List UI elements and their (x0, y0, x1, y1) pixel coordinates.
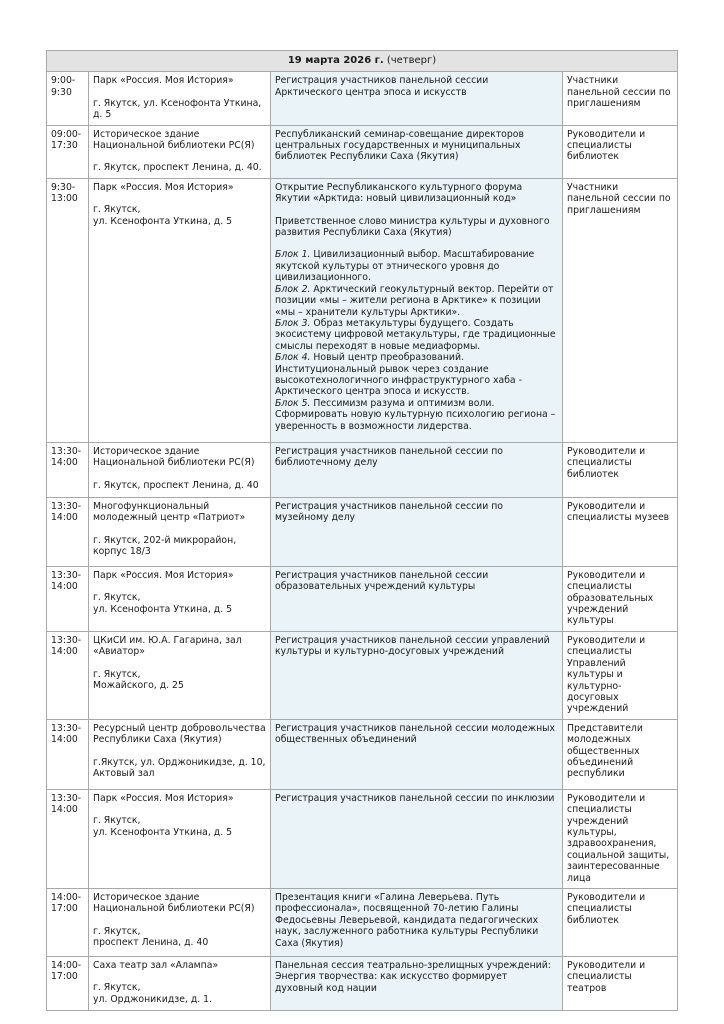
time-cell (47, 789, 89, 888)
place-line: проспект Ленина, д. 40 (93, 937, 209, 949)
time-cell (47, 178, 89, 442)
place-line: Саха театр зал «Алампа» (93, 959, 219, 971)
block-text: Новый центр преобразований. Институциональный рывок через создание высокотехнологичного инфраструктурного хаба - Арктического центра эпоса и искусств. (275, 352, 522, 398)
time-text: 17:30 (51, 140, 78, 152)
schedule-row (47, 566, 678, 631)
schedule-row (47, 719, 678, 789)
place-gap (93, 151, 266, 162)
place-cell (89, 178, 271, 442)
block-label: Блок 1. (275, 249, 311, 261)
time-text: 13:30- (51, 500, 82, 512)
time-text: 14:00 (51, 646, 78, 658)
place-line: Историческое здание Национальной библиотеки РС(Я) (93, 891, 255, 915)
schedule-row (47, 956, 678, 1010)
place-line: г. Якутск, (93, 204, 141, 216)
time-text: 14:00 (51, 734, 78, 746)
time-cell (47, 888, 89, 956)
place-line: Историческое здание Национальной библиотеки РС(Я) (93, 128, 255, 152)
participants-cell: Руководители и специалисты образовательных учреждений культуры (563, 566, 678, 631)
time-text: 14:00 (51, 512, 78, 524)
time-text: 14:00 (51, 457, 78, 469)
time-text: 13:00 (51, 193, 78, 205)
event-gap (275, 205, 558, 216)
event-cell (271, 956, 563, 1010)
header-weekday: (четверг) (386, 55, 437, 66)
place-line: г. Якутск, ул. Ксенофонта Уткина, д. 5 (93, 97, 262, 121)
place-line: ул. Ксенофонта Уткина, д. 5 (93, 603, 233, 615)
event-cell (271, 125, 563, 178)
event-intro: Открытие Республиканского культурного форума Якутии «Арктида: новый цивилизационный код» (275, 181, 523, 205)
place-cell (89, 789, 271, 888)
event-block (275, 398, 558, 432)
event-cell (271, 789, 563, 888)
date-header-row (47, 51, 678, 72)
schedule-row (47, 125, 678, 178)
event-block (275, 249, 558, 283)
time-cell (47, 497, 89, 566)
participants-cell: Участники панельной сессии по приглашениям (563, 72, 678, 125)
event-text: Регистрация участников панельной сессии молодежных общественных объединений (275, 722, 556, 746)
time-text: 14:00 (51, 581, 78, 593)
place-cell (89, 956, 271, 1010)
schedule-row (47, 888, 678, 956)
place-line: ул. Ксенофонта Уткина, д. 5 (93, 826, 233, 838)
place-gap (93, 524, 266, 535)
event-text: Регистрация участников панельной сессии по инклюзии (275, 792, 555, 804)
time-cell (47, 442, 89, 497)
place-gap (93, 658, 266, 669)
place-line: г.Якутск, ул. Орджоникидзе, д. 10, Актовый зал (93, 756, 266, 779)
event-gap (275, 238, 558, 249)
time-text: 13:30- (51, 445, 82, 457)
event-text: Регистрация участников панельной сессии по библиотечному делу (275, 445, 503, 469)
place-line: г. Якутск, 202-й микрорайон, корпус 18/3 (93, 534, 237, 558)
place-line: г. Якутск, (93, 815, 141, 827)
participants-cell: Руководители и специалисты библиотек (563, 442, 678, 497)
place-line: ЦКиСИ им. Ю.А. Гагарина, зал «Авиатор» (93, 634, 242, 658)
place-gap (93, 746, 266, 757)
time-cell (47, 631, 89, 719)
participants-cell: Руководители и специалисты музеев (563, 497, 678, 566)
time-text: 14:00- (51, 891, 82, 903)
event-block (275, 352, 558, 398)
time-text: 13:30- (51, 569, 82, 581)
place-line: Парк «Россия. Моя История» (93, 569, 234, 581)
place-line: Ресурсный центр добровольчества Республики Саха (Якутия) (93, 722, 266, 746)
place-gap (93, 87, 266, 98)
participants-cell: Участники панельной сессии по приглашениям (563, 178, 678, 442)
place-gap (93, 971, 266, 982)
place-gap (93, 581, 266, 592)
time-text: 9:30- (51, 181, 76, 193)
event-text: Регистрация участников панельной сессии управлений культуры и культурно-досуговых учреждений (275, 634, 550, 658)
block-label: Блок 5. (275, 397, 311, 409)
place-line: г. Якутск, (93, 982, 141, 994)
time-text: 17:00 (51, 971, 78, 983)
block-text: Арктический геокультурный вектор. Перейти от позиции «мы – жители региона в Арктике» к позиции «мы – хранители культуры Арктики». (275, 283, 554, 318)
block-text: Образ метакультуры будущего. Создать экосистему цифровой метакультуры, где традиционные смыслы переходят в новые медиаформы. (275, 317, 556, 352)
schedule-row (47, 497, 678, 566)
place-gap (93, 193, 266, 204)
time-text: 17:00 (51, 903, 78, 915)
time-cell (47, 566, 89, 631)
time-text: 13:30- (51, 634, 82, 646)
schedule-row (47, 789, 678, 888)
place-line: Парк «Россия. Моя История» (93, 181, 234, 193)
time-text: 14:00- (51, 959, 82, 971)
schedule-row (47, 72, 678, 125)
place-line: г. Якутск, (93, 668, 141, 680)
time-cell (47, 72, 89, 125)
block-text: Пессимизм разума и оптимизм воли. Сформировать новую культурную психологию региона – уверенность в возможности лидерства. (275, 397, 556, 432)
schedule-row (47, 178, 678, 442)
place-line: Можайского, д. 25 (93, 680, 184, 692)
place-cell (89, 72, 271, 125)
date-header (47, 51, 678, 72)
time-text: 09:00- (51, 128, 82, 140)
place-line: г. Якутск, (93, 592, 141, 604)
event-text: Республиканский семинар-совещание директоров центральных государственных и муниципальных библиотек Республики Саха (Якутия) (275, 128, 524, 163)
place-cell (89, 566, 271, 631)
participants-cell: Руководители и специалисты Управлений культуры и культурно-досуговых учреждений (563, 631, 678, 719)
block-label: Блок 4. (275, 352, 311, 364)
event-cell (271, 442, 563, 497)
place-line: Историческое здание Национальной библиотеки РС(Я) (93, 445, 255, 469)
participants-cell: Руководители и специалисты театров (563, 956, 678, 1010)
place-line: г. Якутск, (93, 925, 141, 937)
participants-cell: Руководители и специалисты библиотек (563, 125, 678, 178)
place-cell (89, 497, 271, 566)
event-text: Регистрация участников панельной сессии Арктического центра эпоса и искусств (275, 75, 489, 98)
time-text: 9:30 (51, 86, 72, 98)
event-text: Регистрация участников панельной сессии по музейному делу (275, 500, 503, 524)
place-line: Парк «Россия. Моя История» (93, 75, 234, 87)
event-text: Регистрация участников панельной сессии образовательных учреждений культуры (275, 569, 489, 593)
place-line: ул. Орджоникидзе, д. 1. (93, 993, 213, 1005)
event-text: Презентация книги «Галина Леверьева. Путь профессионала», посвященной 70-летию Галины Федосьевны Леверьевой, кандидата педагогических наук, заслуженного работника культуры Республики Саха (Якутия) (275, 891, 539, 949)
participants-cell: Руководители и специалисты библиотек (563, 888, 678, 956)
header-date: 19 марта 2026 г. (287, 55, 384, 66)
place-cell (89, 442, 271, 497)
participants-cell: Представители молодежных общественных объединений республики (563, 719, 678, 789)
place-gap (93, 915, 266, 926)
event-block (275, 318, 558, 352)
place-line: ул. Ксенофонта Уткина, д. 5 (93, 215, 233, 227)
event-intro: Приветственное слово министра культуры и духовного развития Республики Саха (Якутия) (275, 215, 550, 239)
event-cell (271, 888, 563, 956)
block-text: Цивилизационный выбор. Масштабирование якутской культуры от этнического уровня до цивилизационного. (275, 249, 535, 284)
time-text: 9:00- (51, 75, 76, 87)
schedule-page (46, 50, 677, 1011)
schedule-table (46, 50, 678, 1011)
time-text: 14:00 (51, 804, 78, 816)
place-cell (89, 888, 271, 956)
event-block (275, 284, 558, 318)
time-text: 13:30- (51, 722, 82, 734)
place-cell (89, 719, 271, 789)
time-cell (47, 719, 89, 789)
event-cell (271, 719, 563, 789)
time-cell (47, 956, 89, 1010)
event-cell (271, 178, 563, 442)
event-cell (271, 566, 563, 631)
place-line: Парк «Россия. Моя История» (93, 792, 234, 804)
place-gap (93, 804, 266, 815)
time-cell (47, 125, 89, 178)
event-text: Панельная сессия театрально-зрелищных учреждений: Энергия творчества: как искусство формирует духовный код нации (275, 959, 551, 994)
place-line: г. Якутск, проспект Ленина, д. 40 (93, 479, 259, 491)
event-cell (271, 631, 563, 719)
place-line: г. Якутск, проспект Ленина, д. 40. (93, 162, 262, 174)
event-cell (271, 497, 563, 566)
place-cell (89, 631, 271, 719)
event-cell (271, 72, 563, 125)
schedule-row (47, 442, 678, 497)
schedule-row (47, 631, 678, 719)
block-label: Блок 2. (275, 283, 311, 295)
participants-cell: Руководители и специалисты учреждений культуры, здравоохранения, социальной защиты, заинтересованные лица (563, 789, 678, 888)
place-cell (89, 125, 271, 178)
time-text: 13:30- (51, 792, 82, 804)
place-gap (93, 469, 266, 480)
place-line: Многофункциональный молодежный центр «Патриот» (93, 500, 246, 524)
block-label: Блок 3. (275, 317, 311, 329)
